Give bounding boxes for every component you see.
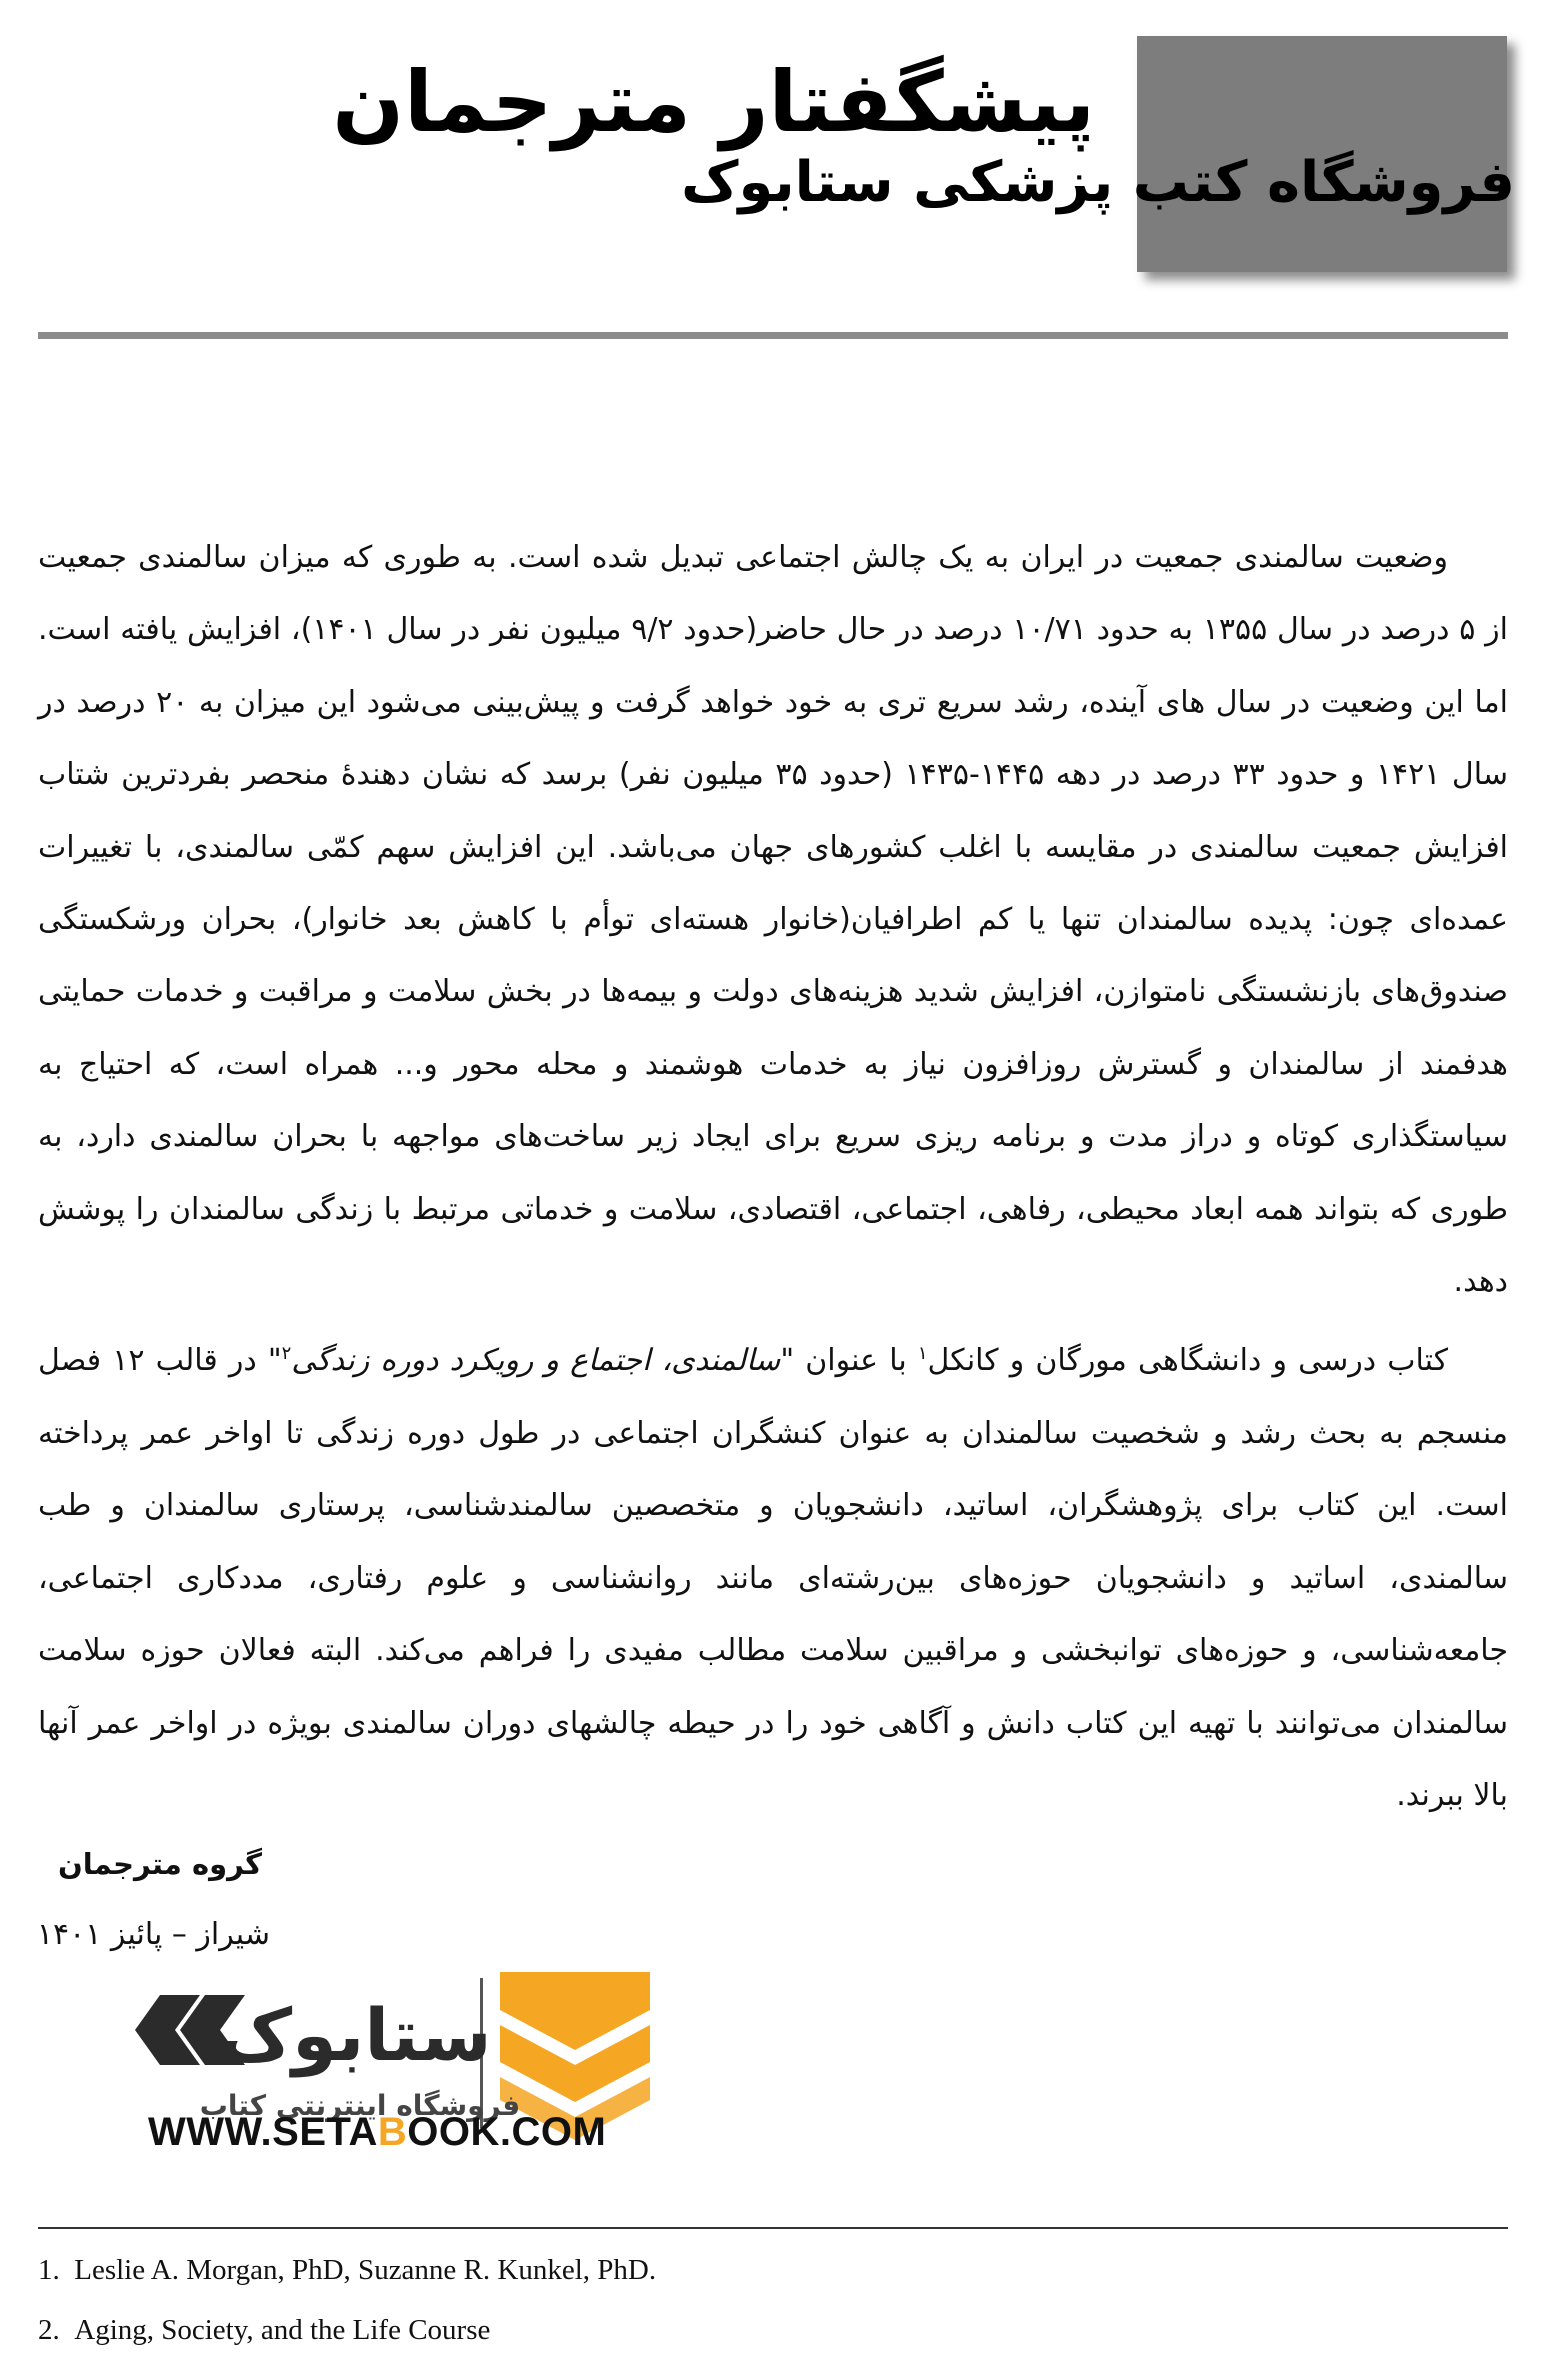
paragraph-1: وضعیت سالمندی جمعیت در ایران به یک چالش اجتماعی تبدیل شده است. به طوری که میزان سالمندی جمعیت از ۵ درصد در سال ۱۳۵۵ به حدود ۱۰/۷۱ درصد در حال حاضر(حدود ۹/۲ میلیون نفر در سال ۱۴۰۱)، افزایش یافته است. اما این وضعیت در سال های آینده، رشد سریع تری به خود خواهد گرفت و پیش‌بینی می‌شود این میزان به ۲۰ درصد در سال ۱۴۲۱ و حدود ۳۳ درصد در دهه ۱۴۴۵-۱۴۳۵ (حدود ۳۵ میلیون نفر) برسد که نشان دهندۀ منحصر بفردترین شتاب افزایش جمعیت سالمندی در مقایسه با اغلب کشورهای جهان می‌باشد. این افزایش سهم کمّی سالمندی، با تغییرات عمده‌ای چون: پدیده سالمندان تنها یا کم اطرافیان(خانوار هسته‌ای توأم با کاهش بعد خانوار)، بحران ورشکستگی صندوق‌های بازنشستگی نامتوازن، افزایش شدید هزینه‌های دولت و بیمه‌ها در بخش سلامت و مراقبت و خدمات حمایتی هدفمند از سالمندان و گسترش روزافزون نیاز به خدمات هوشمند و محله محور و... همراه است، که احتیاج به سیاستگذاری کوتاه و دراز مدت و برنامه ریزی سریع برای ایجاد زیر ساخت‌های مواجهه با بحران سالمندی دارد، به طوری که بتواند همه ابعاد محیطی، رفاهی، اجتماعی، اقتصادی، سلامت و خدماتی مرتبط با زندگی سالمندان را پوشش دهد. — [38, 540, 1508, 1300]
footnote-1-number: 1. — [38, 2254, 60, 2286]
footnote-divider — [38, 2227, 1508, 2229]
page-title: پیشگفتار مترجمان — [332, 53, 1095, 151]
footnote-1-text: Leslie A. Morgan, PhD, Suzanne R. Kunkel, PhD. — [74, 2254, 657, 2286]
translators-signature: گروه مترجمان — [58, 1847, 262, 1881]
footnote-ref-1: ۱ — [917, 1343, 928, 1365]
footnote-ref-2: ۲ — [281, 1343, 292, 1365]
footnotes — [38, 2240, 656, 2360]
setabook-logo — [130, 1950, 670, 2170]
logo-url-highlight: B — [377, 2110, 408, 2154]
header-divider — [38, 332, 1508, 339]
footnote-2-text: Aging, Society, and the Life Course — [74, 2314, 491, 2346]
footnote-2-number: 2. — [38, 2314, 60, 2346]
footnote-1 — [38, 2240, 656, 2300]
paragraph-2-part-b: با عنوان " — [780, 1343, 918, 1379]
logo-tagline: فروشگاه اینترنتی کتاب — [199, 2089, 521, 2122]
footnote-2 — [38, 2300, 656, 2360]
paragraph-2-part-a: کتاب درسی و دانشگاهی مورگان و کانکل — [927, 1343, 1448, 1379]
paragraph-2 — [38, 1318, 1508, 1832]
watermark-text: فروشگاه کتب پزشکی ستابوک — [681, 150, 1515, 215]
paragraph-2-part-c: " در قالب ۱۲ فصل منسجم به بحث رشد و شخصیت سالمندان به عنوان کنشگران اجتماعی در طول دوره زندگی تا اواخر عمر پرداخته است. این کتاب برای پژوهشگران، اساتید، دانشجویان و متخصصین سالمندشناسی، پرستاری سالمندان و طب سالمندی، اساتید و دانشجویان حوزه‌های بین‌رشته‌ای مانند روانشناسی و علوم رفتاری، مددکاری اجتماعی، جامعه‌شناسی، و حوزه‌های توانبخشی و مراقبین سلامت مطالب مفیدی را فراهم می‌کند. البته فعالان حوزه سلامت سالمندان می‌توانند با تهیه این کتاب دانش و آگاهی خود را در حیطه چالشهای دوران سالمندی بویژه در اواخر عمر آنها بالا ببرند. — [38, 1343, 1508, 1813]
place-date: شیراز – پائیز ۱۴۰۱ — [36, 1917, 270, 1952]
logo-brand: ستابوک — [218, 1993, 492, 2077]
body-text — [38, 522, 1508, 1832]
logo-url-prefix: WWW.SETA — [148, 2110, 378, 2154]
logo-url-suffix: OOK.COM — [407, 2110, 607, 2154]
book-title-italic: سالمندی، اجتماع و رویکرد دوره زندگی — [291, 1343, 781, 1379]
logo-url — [148, 2110, 606, 2155]
